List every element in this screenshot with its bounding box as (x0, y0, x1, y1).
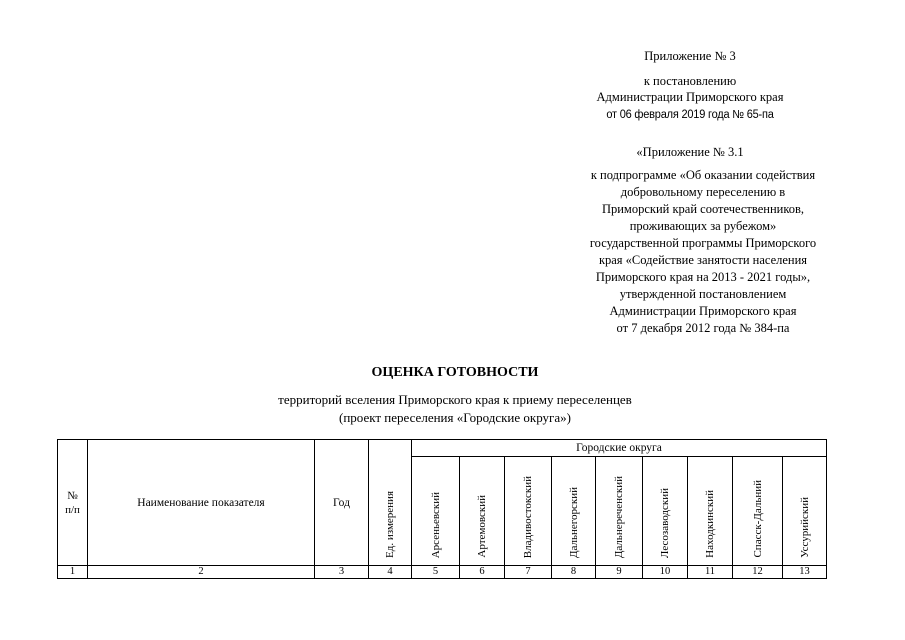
appendix-31-line: Администрации Приморского края (609, 304, 797, 318)
header-district (688, 457, 733, 566)
appendix-31-line: к подпрограмме «Об оказании содействия (590, 168, 816, 182)
readiness-table (57, 439, 827, 579)
appendix-title: Приложение № 3 (644, 49, 736, 63)
district-label: Владивостокский (522, 475, 534, 558)
document-title: ОЦЕНКА ГОТОВНОСТИ (371, 365, 539, 380)
header-district (412, 457, 460, 566)
district-label: Арсеньевский (429, 491, 442, 558)
column-number-cell: 9 (596, 566, 643, 579)
document-subtitle (230, 391, 680, 427)
header-number (58, 440, 88, 566)
district-label: Лесозаводский (659, 487, 671, 558)
header-district (460, 457, 505, 566)
appendix-31-line: утвержденной постановлением (619, 287, 787, 301)
appendix-to-decree: к постановлению (643, 74, 737, 88)
district-label: Находкинский (704, 490, 716, 558)
appendix-31-line: Приморского края на 2013 - 2021 годы», (595, 270, 811, 284)
column-number-cell: 1 (58, 566, 88, 579)
column-number-cell: 10 (643, 566, 688, 579)
column-number-cell: 12 (733, 566, 783, 579)
appendix-31-line: от 7 декабря 2012 года № 384-па (616, 321, 790, 335)
district-label: Дальнереченский (613, 475, 625, 558)
appendix-31-body (548, 167, 858, 337)
header-unit-label: Ед. измерения (384, 491, 396, 558)
header-number-label: № п/п (65, 489, 80, 516)
district-label: Артемовский (476, 495, 488, 558)
header-unit (369, 440, 412, 566)
subtitle-line-1: территорий вселения Приморского края к приему переселенцев (278, 392, 632, 407)
column-number-cell: 2 (88, 566, 315, 579)
district-label: Уссурийский (798, 497, 811, 558)
column-number-cell: 5 (412, 566, 460, 579)
column-number-cell: 6 (460, 566, 505, 579)
header-district (783, 457, 827, 566)
column-number-cell: 8 (552, 566, 596, 579)
column-number-cell: 3 (315, 566, 369, 579)
header-district (596, 457, 643, 566)
appendix-31-title: «Приложение № 3.1 (636, 145, 744, 159)
header-district (505, 457, 552, 566)
appendix-31-line: проживающих за рубежом» (629, 219, 777, 233)
subtitle-line-2: (проект переселения «Городские округа») (339, 410, 571, 425)
column-number-cell: 11 (688, 566, 733, 579)
header-city-districts: Городские округа (412, 440, 827, 457)
appendix-31-line: добровольному переселению в (620, 185, 786, 199)
column-number-cell: 7 (505, 566, 552, 579)
column-number-cell: 4 (369, 566, 412, 579)
appendix-date-number: от 06 февраля 2019 года № 65-па (606, 108, 774, 122)
district-label: Спасск-Дальний (751, 480, 764, 558)
column-number-cell: 13 (783, 566, 827, 579)
header-district (643, 457, 688, 566)
header-district (552, 457, 596, 566)
header-indicator-name: Наименование показателя (88, 440, 315, 566)
appendix-31-line: Приморский край соотечественников, (601, 202, 805, 216)
header-year: Год (315, 440, 369, 566)
header-district (733, 457, 783, 566)
appendix-31-line: края «Содействие занятости населения (598, 253, 808, 267)
district-label: Дальнегорский (567, 487, 580, 558)
appendix-31-line: государственной программы Приморского (589, 236, 817, 250)
appendix-administration: Администрации Приморского края (596, 90, 784, 104)
